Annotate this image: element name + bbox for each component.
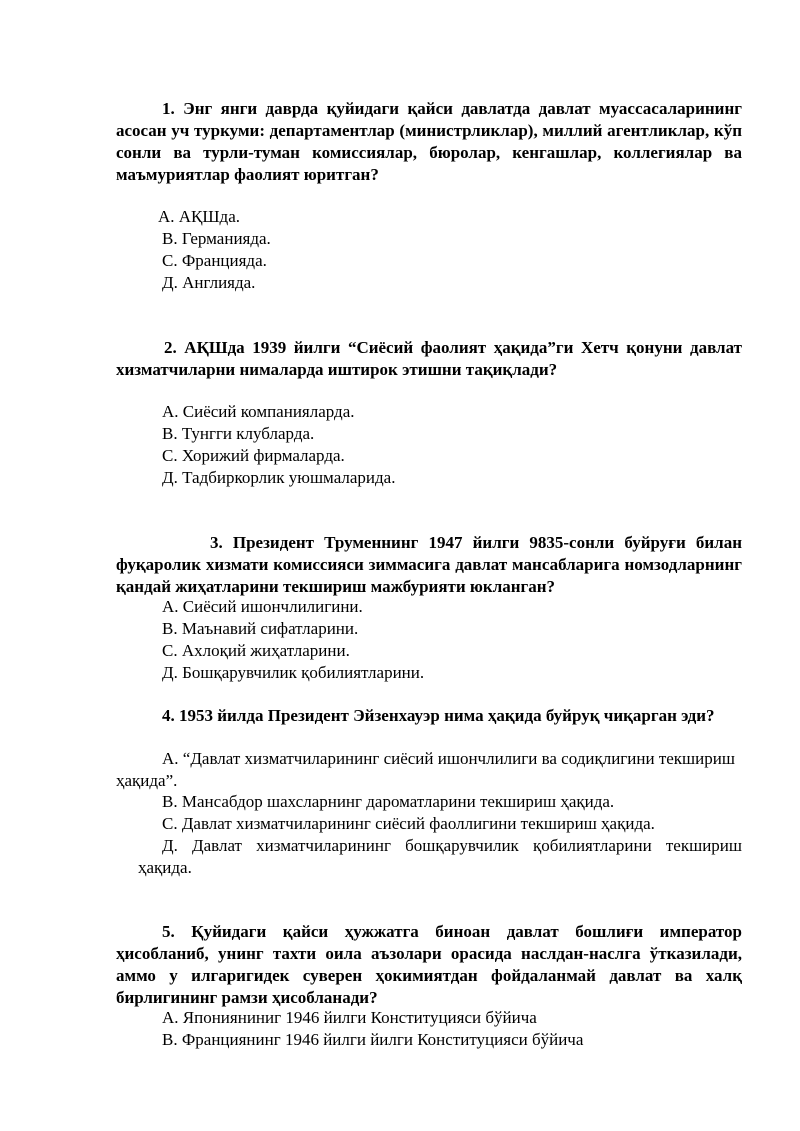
question-4-option-a: А. “Давлат хизматчиларининг сиёсий ишончлилиги ва содиқлигини текшириш ҳақида”. [116,749,735,790]
question-3-option-b: В. Маънавий сифатларини. [162,619,359,638]
question-5-option-b: В. Франциянинг 1946 йилги йилги Конституцияси бўйича [162,1030,584,1049]
question-4-option-b: В. Мансабдор шахсларнинг дароматларини текшириш ҳақида. [162,792,615,811]
question-1-option-b: В. Германияда. [162,229,271,248]
question-3-option-d: Д. Бошқарувчилик қобилиятларини. [162,663,425,682]
question-5-text: 5. Қуйидаги қайси ҳужжатга биноан давлат бошлиғи император ҳисобланиб, унинг тахти оила аъзолари орасида наслдан-наслга ўтказилади, аммо у илгаригидек суверен ҳокимиятдан фойдаланмай давлат ва халқ бирлигининг рамзи ҳисобланади? [116,922,742,1007]
question-2-text: 2. АҚШда 1939 йилги “Сиёсий фаолият ҳақида”ги Хетч қонуни давлат хизматчиларни нималарда иштирок этишни тақиқлади? [116,338,742,379]
question-4-option-c: С. Давлат хизматчиларининг сиёсий фаоллигини текшириш ҳақида. [162,814,655,833]
question-4-option-d: Д. Давлат хизматчиларининг бошқарувчилик қобилиятларини текшириш ҳақида. [138,836,742,877]
question-1-text: 1. Энг янги даврда қуйидаги қайси давлатда давлат муассасаларининг асосан уч туркуми: департаментлар (министрликлар), миллий агентликлар, кўп сонли ва турли-туман комиссиялар, бюролар, кенгашлар, коллегиялар ва маъмуриятлар фаолият юритган? [116,99,742,184]
question-5-option-a: А. Японияниниг 1946 йилги Конституцияси бўйича [162,1008,537,1027]
question-2-option-a: А. Сиёсий компанияларда. [162,402,355,421]
question-5 [116,921,742,1009]
question-2-option-d: Д. Тадбиркорлик уюшмаларида. [162,468,396,487]
question-3-option-a: А. Сиёсий ишончлилигини. [162,597,363,616]
question-2-option-b: В. Тунгги клубларда. [162,424,315,443]
question-3-text: 3. Президент Трумeннинг 1947 йилги 9835-сонли буйруғи билан фуқаролик хизмати комиссияси зиммасига давлат мансабларига номзодларнинг қандай жиҳатларини текшириш мажбурияти юкланган? [116,533,742,596]
question-2-option-c: С. Хорижий фирмаларда. [162,446,345,465]
question-3 [116,532,742,598]
question-1-option-d: Д. Англияда. [162,273,256,292]
question-1-option-c: С. Францияда. [162,251,267,270]
question-1-option-a: А. АҚШда. [158,207,240,226]
question-4 [116,705,742,727]
question-2 [116,337,742,381]
question-4-text: 4. 1953 йилда Президент Эйзенхауэр нима ҳақида буйруқ чиқарган эди? [162,706,715,725]
question-3-option-c: С. Ахлоқий жиҳатларини. [162,641,350,660]
question-1 [116,98,742,186]
